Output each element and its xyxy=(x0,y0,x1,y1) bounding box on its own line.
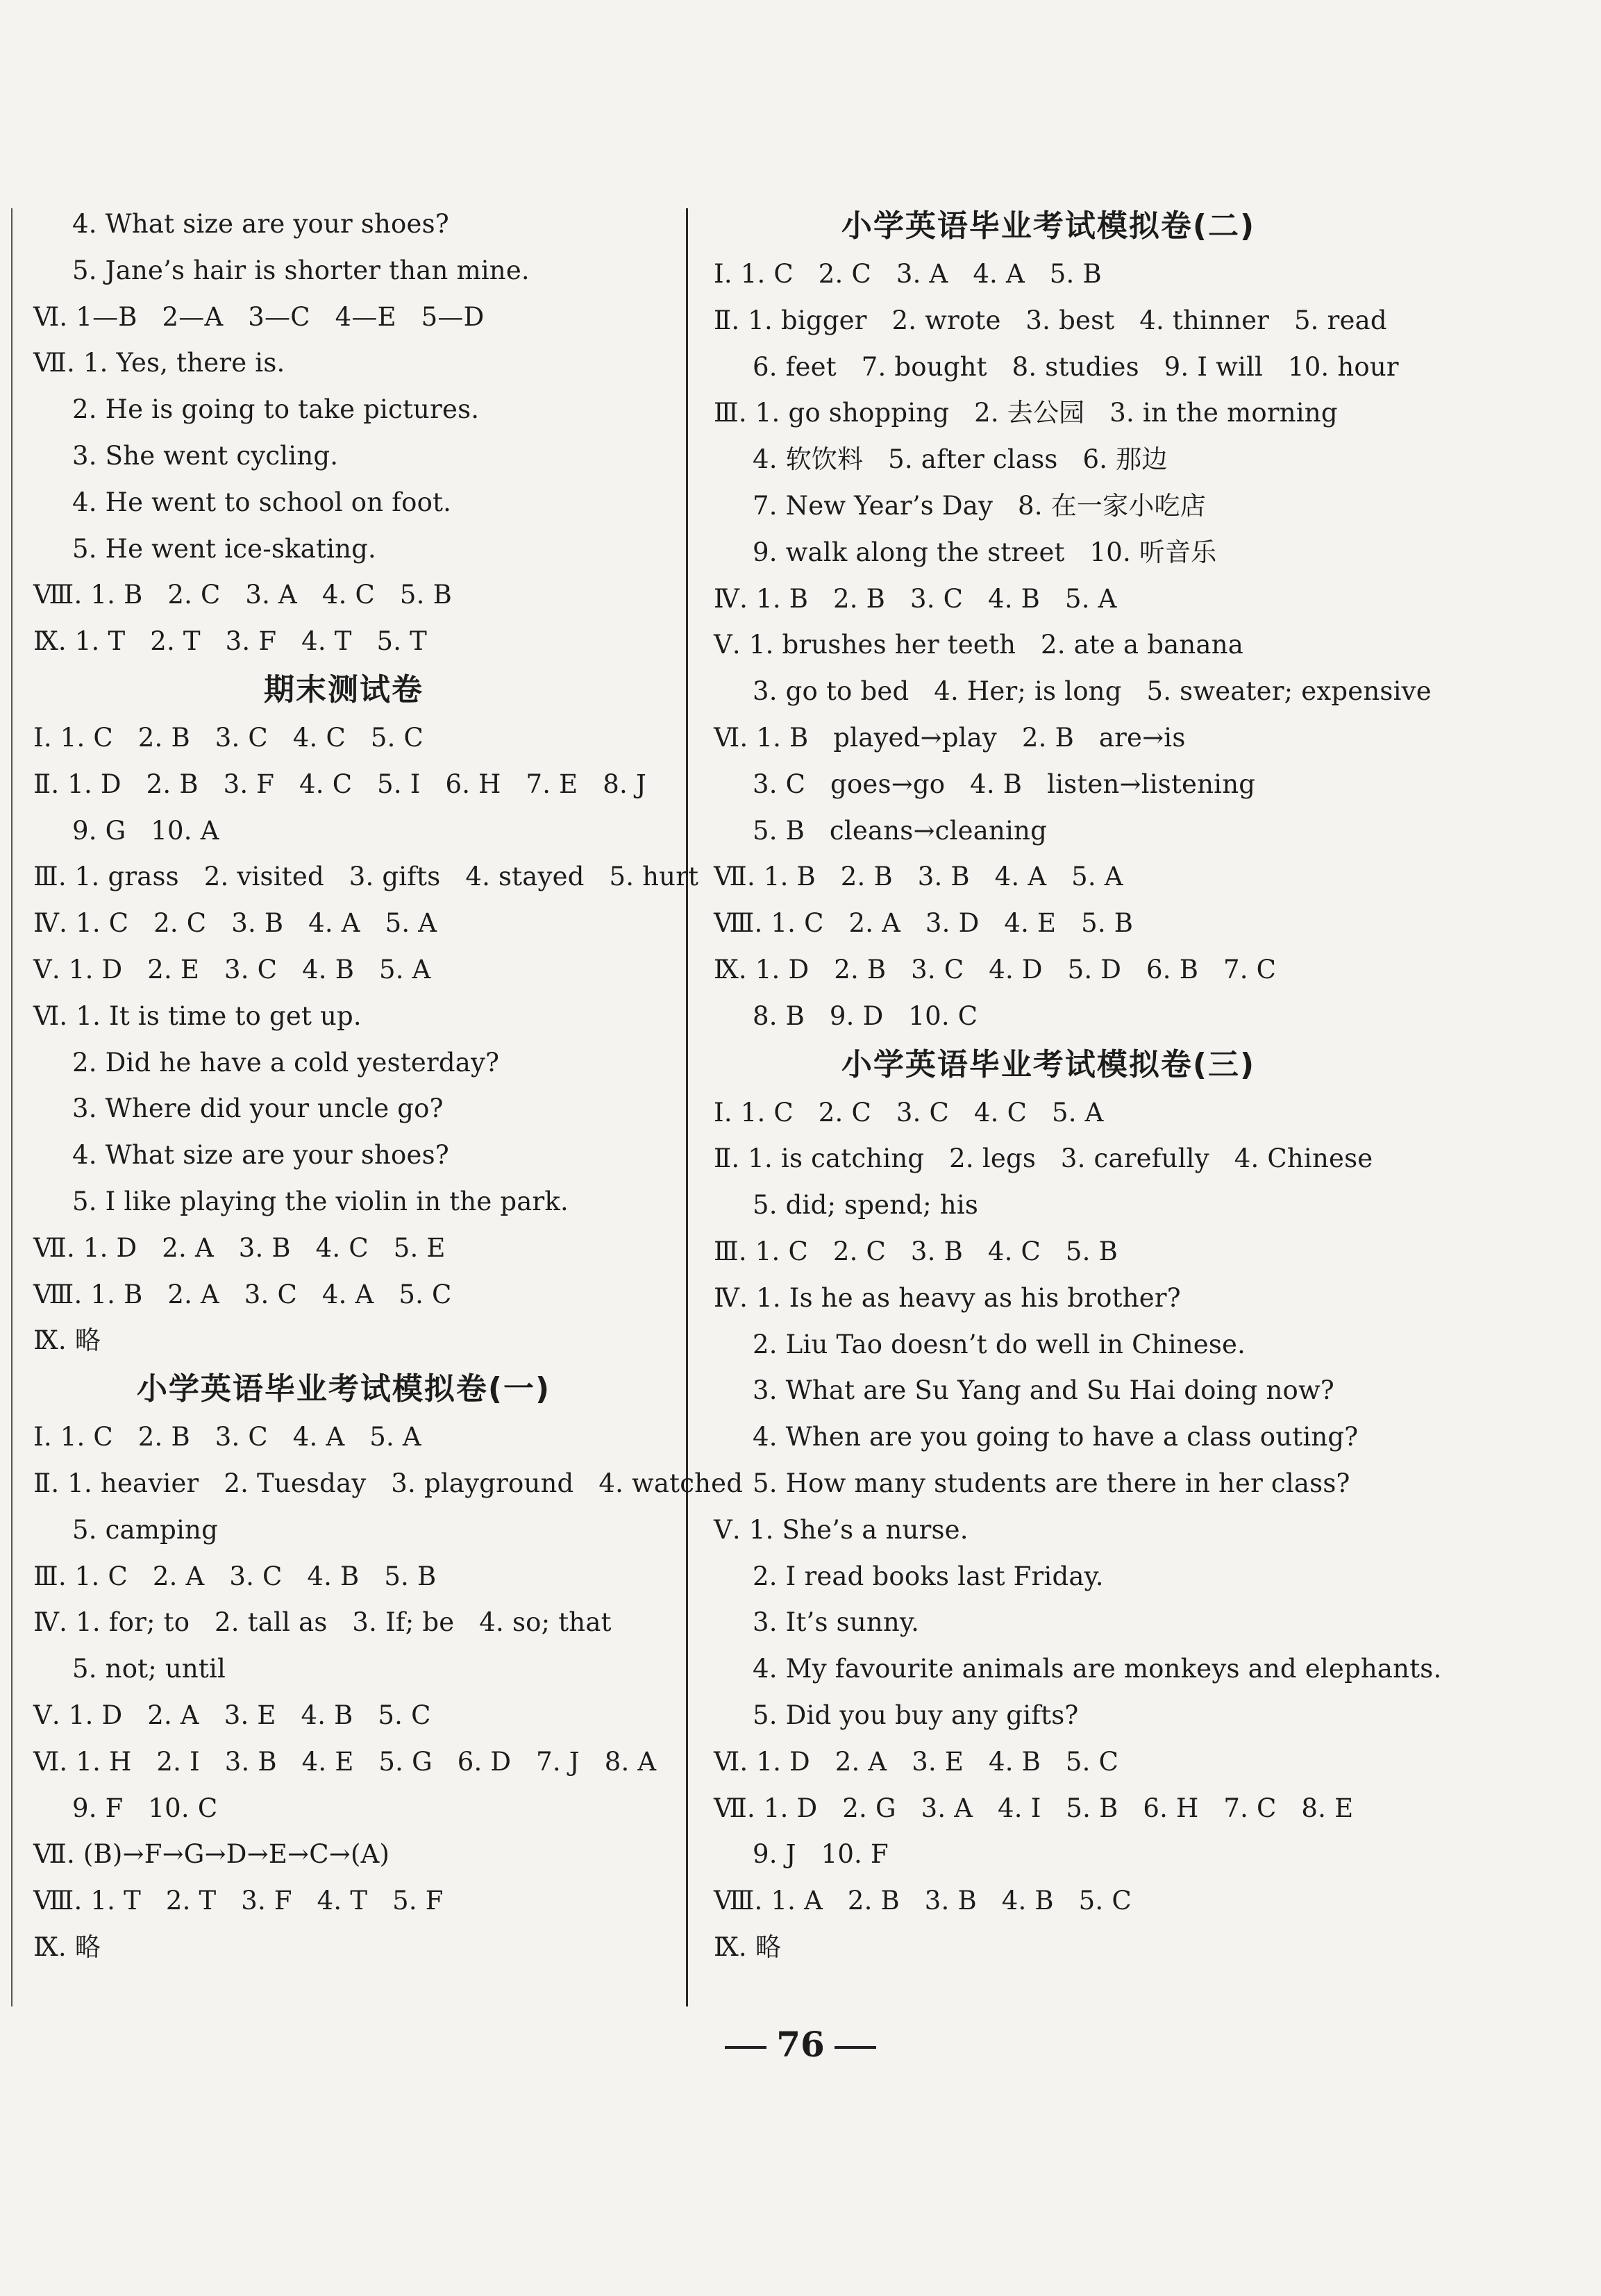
answer-line: Ⅷ. 1. T 2. T 3. F 4. T 5. F xyxy=(33,1886,444,1916)
answer-line: Ⅵ. 1. H 2. I 3. B 4. E 5. G 6. D 7. J 8. A xyxy=(33,1746,657,1777)
right-column xyxy=(694,201,1442,1971)
answer-line: Ⅶ. 1. B 2. B 3. B 4. A 5. A xyxy=(714,862,1123,892)
answer-line: 9. walk along the street 10. 听音乐 xyxy=(753,537,1217,567)
answer-line: Ⅸ. 略 xyxy=(33,1932,101,1962)
answer-line: 5. How many students are there in her class? xyxy=(753,1468,1350,1498)
section-heading: 小学英语毕业考试模拟卷(三) xyxy=(841,1046,1256,1082)
answer-line: 5. He went ice-skating. xyxy=(72,533,377,564)
answer-line: 7. New Year’s Day 8. 在一家小吃店 xyxy=(753,490,1206,521)
answer-line: Ⅱ. 1. bigger 2. wrote 3. best 4. thinner 5. read xyxy=(714,305,1387,335)
answer-line: 9. F 10. C xyxy=(72,1793,218,1823)
answer-line: Ⅴ. 1. brushes her teeth 2. ate a banana xyxy=(714,630,1243,660)
answer-line: Ⅱ. 1. D 2. B 3. F 4. C 5. I 6. H 7. E 8. J xyxy=(33,769,646,799)
answer-line: Ⅰ. 1. C 2. C 3. A 4. A 5. B xyxy=(714,259,1102,289)
footer-dash-left xyxy=(725,2046,766,2049)
answer-line: Ⅷ. 1. C 2. A 3. D 4. E 5. B xyxy=(714,908,1134,939)
answer-line: Ⅶ. 1. D 2. G 3. A 4. I 5. B 6. H 7. C 8. E xyxy=(714,1793,1354,1823)
answer-line: 2. Liu Tao doesn’t do well in Chinese. xyxy=(753,1329,1246,1359)
answer-line: 5. Did you buy any gifts? xyxy=(753,1700,1079,1730)
answer-line: 5. I like playing the violin in the park. xyxy=(72,1186,569,1216)
answer-line: 4. What size are your shoes? xyxy=(72,1140,449,1171)
answer-line: Ⅷ. 1. B 2. C 3. A 4. C 5. B xyxy=(33,580,452,610)
answer-line: 3. C goes→go 4. B listen→listening xyxy=(753,769,1256,799)
answer-line: Ⅸ. 1. T 2. T 3. F 4. T 5. T xyxy=(33,626,428,657)
answer-line: Ⅲ. 1. go shopping 2. 去公园 3. in the morning xyxy=(714,398,1338,428)
answer-line: Ⅲ. 1. grass 2. visited 3. gifts 4. stayed 5. hurt xyxy=(33,862,699,892)
section-heading: 期末测试卷 xyxy=(264,671,424,707)
answer-line: 4. When are you going to have a class outing? xyxy=(753,1422,1359,1452)
answer-line: 3. Where did your uncle go? xyxy=(72,1093,444,1124)
answer-line: Ⅴ. 1. D 2. A 3. E 4. B 5. C xyxy=(33,1700,431,1730)
answer-line: 6. feet 7. bought 8. studies 9. I will 10. hour xyxy=(753,351,1399,382)
answer-line: 5. not; until xyxy=(72,1654,226,1684)
answer-line: 5. B cleans→cleaning xyxy=(753,815,1047,846)
answer-line: Ⅵ. 1. D 2. A 3. E 4. B 5. C xyxy=(714,1746,1119,1777)
answer-line: Ⅸ. 1. D 2. B 3. C 4. D 5. D 6. B 7. C xyxy=(714,954,1277,984)
answer-line: 2. He is going to take pictures. xyxy=(72,394,480,425)
answer-line: Ⅳ. 1. B 2. B 3. C 4. B 5. A xyxy=(714,583,1117,614)
answer-line: 4. My favourite animals are monkeys and elephants. xyxy=(753,1654,1442,1684)
answer-line: Ⅳ. 1. C 2. C 3. B 4. A 5. A xyxy=(33,908,437,939)
answer-line: 3. What are Su Yang and Su Hai doing now? xyxy=(753,1375,1334,1406)
answer-line: Ⅰ. 1. C 2. C 3. C 4. C 5. A xyxy=(714,1097,1104,1128)
answer-line: 2. I read books last Friday. xyxy=(753,1561,1104,1591)
answer-line: Ⅴ. 1. She’s a nurse. xyxy=(714,1514,969,1545)
answer-line: Ⅸ. 略 xyxy=(714,1932,782,1962)
answer-line: 3. She went cycling. xyxy=(72,440,339,471)
answer-line: 9. G 10. A xyxy=(72,815,219,846)
answer-line: Ⅱ. 1. heavier 2. Tuesday 3. playground 4. watched xyxy=(33,1468,744,1498)
answer-line: Ⅰ. 1. C 2. B 3. C 4. C 5. C xyxy=(33,722,424,753)
answer-line: Ⅶ. (B)→F→G→D→E→C→(A) xyxy=(33,1839,390,1870)
answer-line: 3. go to bed 4. Her; is long 5. sweater; expensive xyxy=(753,676,1432,707)
answer-line: Ⅸ. 略 xyxy=(33,1325,101,1356)
section-heading: 小学英语毕业考试模拟卷(一) xyxy=(136,1371,551,1407)
answer-line: 4. He went to school on foot. xyxy=(72,487,452,517)
answer-line: 8. B 9. D 10. C xyxy=(753,1000,978,1031)
answer-line: 5. did; spend; his xyxy=(753,1190,979,1221)
section-heading: 小学英语毕业考试模拟卷(二) xyxy=(841,208,1256,244)
answer-line: 2. Did he have a cold yesterday? xyxy=(72,1047,500,1078)
answer-line: Ⅶ. 1. D 2. A 3. B 4. C 5. E xyxy=(33,1232,446,1263)
answer-line: Ⅳ. 1. Is he as heavy as his brother? xyxy=(714,1282,1181,1313)
column-divider xyxy=(686,208,688,2006)
page-number: 76 xyxy=(776,2024,825,2065)
left-margin-rule xyxy=(11,208,12,2006)
answer-line: Ⅵ. 1. It is time to get up. xyxy=(33,1000,362,1031)
answer-line: Ⅷ. 1. A 2. B 3. B 4. B 5. C xyxy=(714,1886,1132,1916)
answer-line: Ⅵ. 1—B 2—A 3—C 4—E 5—D xyxy=(33,301,485,332)
answer-line: Ⅶ. 1. Yes, there is. xyxy=(33,348,285,378)
answer-line: Ⅰ. 1. C 2. B 3. C 4. A 5. A xyxy=(33,1422,421,1452)
answer-line: 3. It’s sunny. xyxy=(753,1607,920,1638)
left-column xyxy=(14,201,744,1971)
answer-line: Ⅷ. 1. B 2. A 3. C 4. A 5. C xyxy=(33,1279,452,1309)
answer-line: Ⅱ. 1. is catching 2. legs 3. carefully 4. Chinese xyxy=(714,1143,1373,1174)
page-footer xyxy=(0,2024,1601,2065)
answer-line: Ⅳ. 1. for; to 2. tall as 3. If; be 4. so; that xyxy=(33,1607,612,1638)
answer-line: 4. 软饮料 5. after class 6. 那边 xyxy=(753,444,1168,475)
answer-line: Ⅲ. 1. C 2. C 3. B 4. C 5. B xyxy=(714,1236,1118,1266)
footer-dash-right xyxy=(835,2046,876,2049)
answer-line: 9. J 10. F xyxy=(753,1839,889,1870)
answer-line: Ⅴ. 1. D 2. E 3. C 4. B 5. A xyxy=(33,954,431,984)
answer-line: 5. camping xyxy=(72,1514,218,1545)
answer-line: 5. Jane’s hair is shorter than mine. xyxy=(72,255,530,285)
answer-line: Ⅲ. 1. C 2. A 3. C 4. B 5. B xyxy=(33,1561,437,1591)
answer-line: Ⅵ. 1. B played→play 2. B are→is xyxy=(714,722,1186,753)
answer-line: 4. What size are your shoes? xyxy=(72,209,449,239)
